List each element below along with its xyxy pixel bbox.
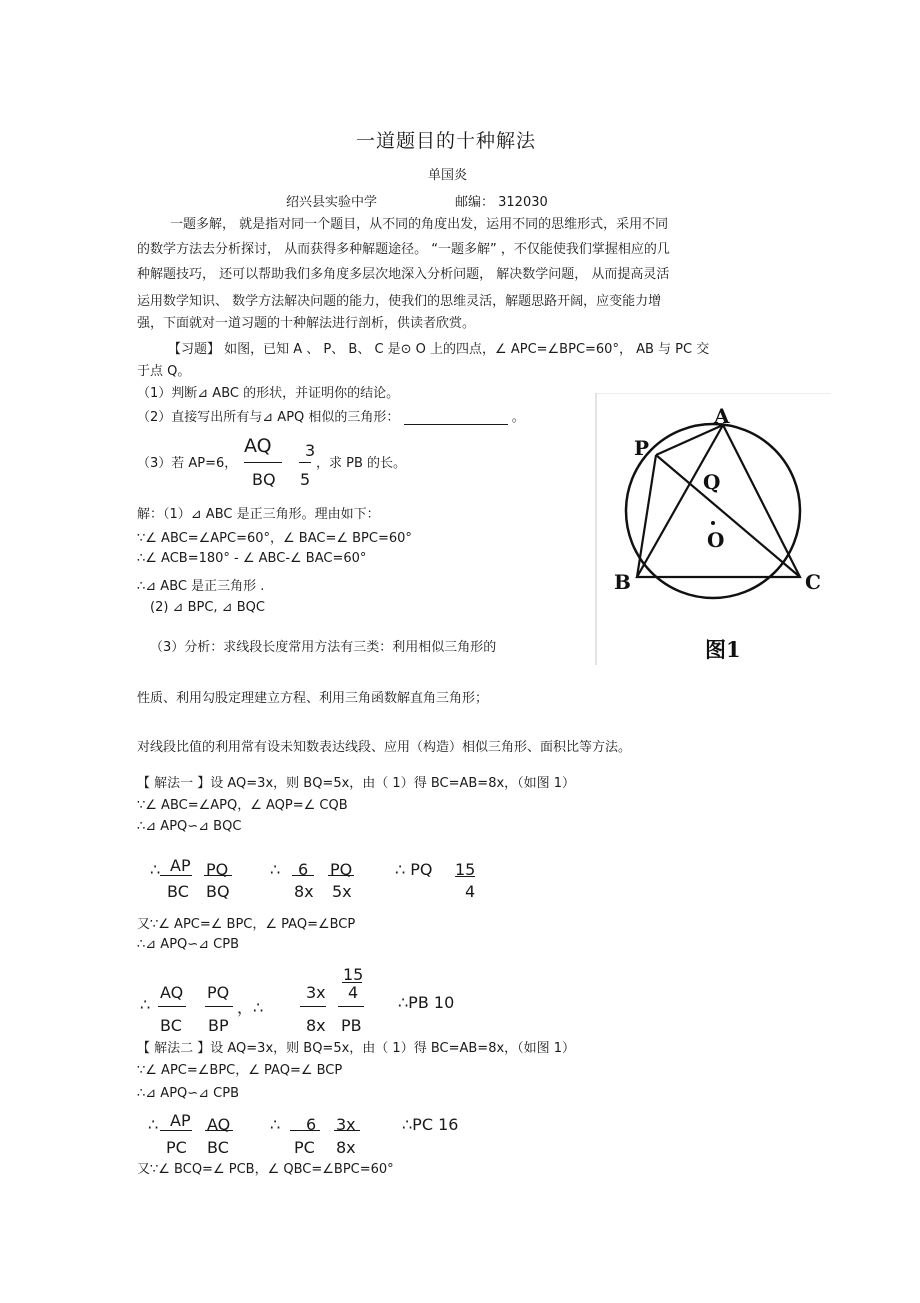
m2f1-six: 6 [306,1115,317,1134]
method1-line-2: ∵∠ ABC=∠APQ，∠ AQP=∠ CQB [137,798,348,813]
m1f2-pb: PB [341,1016,362,1035]
m1f1-8x: 8x [294,882,314,901]
method2-line-2: ∵∠ APC=∠BPC，∠ PAQ=∠ BCP [137,1063,343,1078]
m2f1-therefore-2: ∴ [270,1115,281,1134]
segment-pa [656,425,723,455]
m2f1-pc: PC [166,1138,187,1157]
solution-line-2: ∵∠ ABC=∠APC=60°，∠ BAC=∠ BPC=60° [137,531,412,546]
m2f1-aq: AQ [207,1115,231,1134]
m1f2-4: 4 [348,983,359,1002]
problem-line-2: 于点 Q。 [137,364,191,379]
m1f2-15: 15 [343,965,364,984]
solution-line-4: ∴⊿ ABC 是正三角形 . [137,579,265,594]
intro-line-3: 种解题技巧， 还可以帮助我们多角度多层次地深入分析问题， 解决数学问题， 从而提高灵活 [137,267,670,282]
m1f1-pq-result: ∴ PQ [395,860,433,879]
solution-line-1: 解：（1）⊿ ABC 是正三角形。理由如下： [137,507,380,522]
m2f1-result: ∴PC 16 [402,1115,459,1134]
m2f1-ap: AP [170,1111,191,1130]
m1f1-line-a [160,875,192,876]
intro-line-2: 的数学方法去分析探讨， 从而获得多种解题途径。 “一题多解” ，不仅能使我们掌握相应的几 [137,242,670,257]
m1f2-8x: 8x [306,1016,326,1035]
label-o: O [707,528,725,552]
m2f1-line-b [205,1130,233,1131]
m1f1-line-d [328,875,354,876]
m1f1-pq: PQ [206,860,229,879]
solution-line-6: （3）分析：求线段长度常用方法有三类：利用相似三角形的 [150,640,497,655]
m1f2-line-a [158,1006,186,1007]
intro-line-5: 强，下面就对一道习题的十种解法进行剖析，供读者欣赏。 [137,316,476,331]
m1f1-line-c [292,875,314,876]
answer-blank[interactable] [404,410,508,425]
label-c: C [805,570,821,594]
figure-caption: 图1 [705,637,741,662]
question-3-suffix: ，求 PB 的长。 [316,456,407,471]
method2-line-4: 又∵∠ BCQ=∠ PCB，∠ QBC=∠BPC=60° [137,1162,394,1177]
method2-line-3: ∴⊿ APQ∽⊿ CPB [137,1086,240,1101]
m1f2-line-c [300,1006,326,1007]
question-3-prefix: （3）若 AP=6， [137,456,238,471]
intro-line-1: 一题多解， 就是指对同一个题目，从不同的角度出发，运用不同的思维形式，采用不同 [170,217,669,232]
problem-line-1: 【习题】 如图，已知 A 、 P、 B、 C 是⊙ O 上的四点，∠ APC=∠BPC=60°， AB 与 PC 交 [168,342,710,357]
m1f1-5x: 5x [332,882,352,901]
m1f2-aq: AQ [160,983,184,1002]
m1f2-bc: BC [160,1016,182,1035]
m1f2-therefore-2: ，∴ [237,998,264,1017]
m1f2-line-b [205,1006,233,1007]
method1-line-4: 又∵∠ APC=∠ BPC，∠ PAQ=∠BCP [137,917,356,932]
method2-line-1: 【 解法二 】设 AQ=3x，则 BQ=5x，由（ 1）得 BC=AB=8x，（如图 1） [137,1041,576,1056]
postcode: 邮编： 312030 [455,195,548,210]
q3-ratio-line [299,462,311,463]
m1f1-six: 6 [298,860,309,879]
m1f1-bq: BQ [206,882,230,901]
m1f2-therefore: ∴ [140,995,151,1014]
center-point [711,521,715,525]
figure-1-svg [595,393,831,665]
solution-line-5: (2) ⊿ BPC, ⊿ BQC [150,600,265,615]
label-a: A [714,404,730,428]
intro-line-4: 运用数学知识、 数学方法解决问题的能力，使我们的思维灵活，解题思路开阔，应变能力增 [137,294,662,309]
solution-line-3: ∴∠ ACB=180° - ∠ ABC-∠ BAC=60° [137,551,367,566]
label-b: B [614,570,631,594]
solution-line-8: 对线段比值的利用常有设未知数表达线段、应用（构造）相似三角形、面积比等方法。 [137,740,632,755]
m2f1-8x: 8x [336,1138,356,1157]
q3-ratio-den: 5 [300,470,311,489]
segment-pc [656,455,800,577]
solution-line-7: 性质、利用勾股定理建立方程、利用三角函数解直角三角形； [137,691,489,706]
m1f1-therefore: ∴ [150,860,161,879]
m1f2-3x: 3x [306,983,326,1002]
m1f2-bp: BP [208,1016,229,1035]
q3-ratio-num: 3 [305,441,316,460]
author: 单国炎 [428,168,468,183]
m1f1-bc: BC [167,882,189,901]
m2f1-line-a [160,1130,192,1131]
q3-frac-line [244,462,282,463]
page-title: 一道题目的十种解法 [356,130,537,152]
m1f1-line-b [204,875,232,876]
method1-line-3: ∴⊿ APQ∽⊿ BQC [137,819,242,834]
q3-frac-num: AQ [244,435,272,457]
m1f1-pq-2: PQ [330,860,353,879]
m2f1-therefore: ∴ [148,1115,159,1134]
m1f1-4: 4 [465,882,476,901]
triangle-abc [637,425,800,577]
m2f1-3x: 3x [336,1115,356,1134]
m1f1-15: 15 [455,860,476,879]
m1f1-therefore-2: ∴ [270,860,281,879]
m2f1-line-c [290,1130,320,1131]
label-p: P [634,436,650,460]
m2f1-pc-2: PC [294,1138,315,1157]
m1f1-line-e [455,876,475,877]
label-q: Q [703,470,721,494]
question-1: （1）判断⊿ ABC 的形状，并证明你的结论。 [137,386,400,401]
question-2-text: （2）直接写出所有与⊿ APQ 相似的三角形： [137,410,400,425]
method1-line-5: ∴⊿ APQ∽⊿ CPB [137,937,240,952]
circle-o [626,424,800,598]
school: 绍兴县实验中学 [286,195,378,210]
m1f2-result: ∴PB 10 [398,993,455,1012]
question-2-end: 。 [511,410,525,425]
m2f1-bc: BC [207,1138,229,1157]
m1f2-pq: PQ [207,983,230,1002]
question-2 [137,406,525,425]
q3-frac-den: BQ [252,470,276,489]
method1-line-1: 【 解法一 】设 AQ=3x，则 BQ=5x，由（ 1）得 BC=AB=8x，（如图 1） [137,776,576,791]
m1f2-line-e [338,1006,364,1007]
m2f1-line-d [334,1130,360,1131]
figure-1 [595,393,831,665]
m1f1-ap: AP [170,856,191,875]
